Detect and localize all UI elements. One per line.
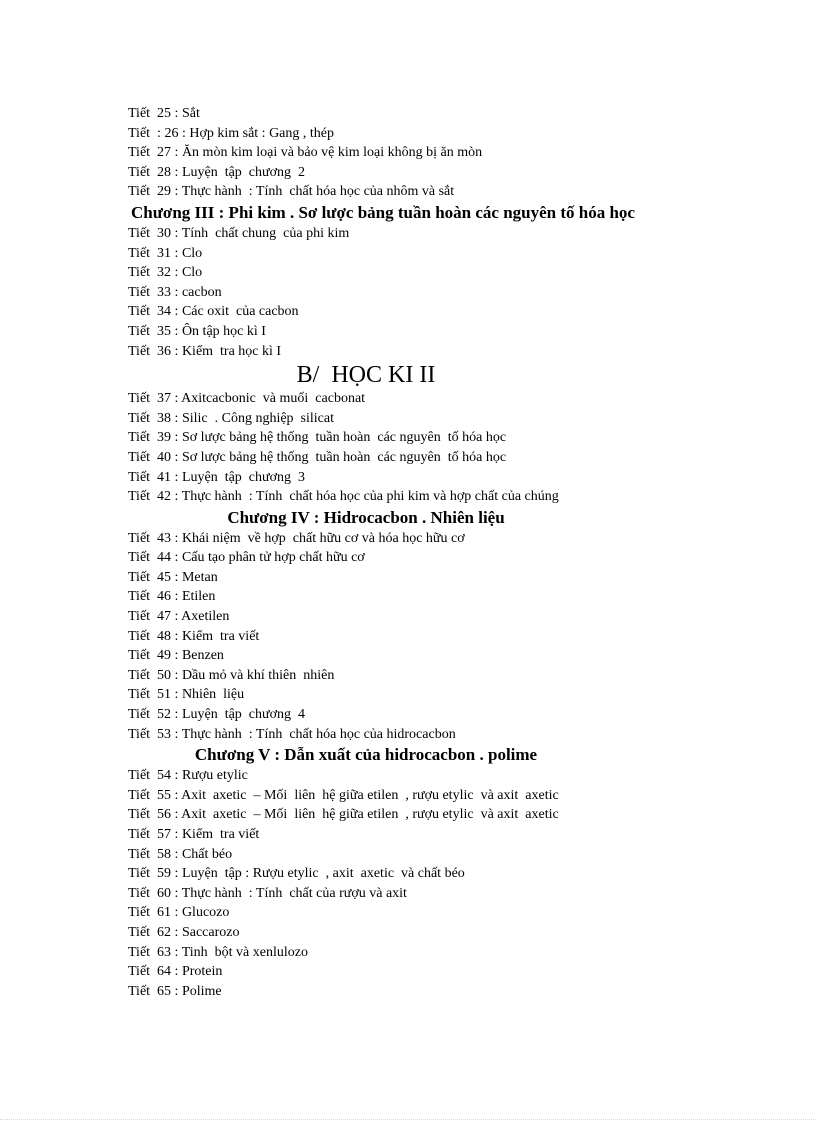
lesson-item: Tiết 64 : Protein: [128, 964, 223, 980]
lesson-item: Tiết 42 : Thực hành : Tính chất hóa học của phi kim và hợp chất của chúng: [128, 489, 559, 505]
lesson-item: Tiết 59 : Luyện tập : Rượu etylic , axit axetic và chất béo: [128, 866, 465, 882]
lesson-item: Tiết 33 : cacbon: [128, 284, 222, 300]
lesson-item: Tiết 47 : Axetilen: [128, 609, 230, 625]
lesson-item: Tiết 27 : Ăn mòn kim loại và bảo vệ kim loại không bị ăn mòn: [128, 145, 483, 161]
lesson-item: Tiết 45 : Metan: [128, 569, 218, 585]
lesson-item: Tiết 39 : Sơ lược bảng hệ thống tuần hoàn các nguyên tố hóa học: [128, 430, 507, 446]
lesson-item: Tiết 40 : Sơ lược bảng hệ thống tuần hoàn các nguyên tố hóa học: [128, 449, 507, 465]
lesson-item: Tiết 29 : Thực hành : Tính chất hóa học của nhôm và sắt: [128, 184, 455, 200]
lesson-item: Tiết 35 : Ôn tập học kì I: [128, 323, 266, 339]
lesson-item: Tiết 50 : Dầu mỏ và khí thiên nhiên: [128, 667, 335, 683]
lesson-item: Tiết 28 : Luyện tập chương 2: [128, 164, 306, 180]
lesson-item: Tiết : 26 : Hợp kim sắt : Gang , thép: [128, 125, 334, 141]
lesson-item: Tiết 63 : Tinh bột và xenlulozo: [128, 944, 308, 960]
page-bottom-divider: [0, 1119, 816, 1121]
lesson-item: Tiết 51 : Nhiên liệu: [128, 687, 245, 703]
lesson-item: Tiết 61 : Glucozo: [128, 905, 230, 921]
lesson-item: Tiết 53 : Thực hành : Tính chất hóa học của hidrocacbon: [128, 726, 456, 742]
lesson-item: Tiết 65 : Polime: [128, 983, 222, 999]
lesson-item: Tiết 62 : Saccarozo: [128, 924, 240, 940]
lesson-item: Tiết 30 : Tính chất chung của phi kim: [128, 225, 350, 241]
lesson-item: Tiết 25 : Sắt: [128, 106, 200, 121]
chapter-heading: Chương III : Phi kim . Sơ lược bảng tuần hoàn các nguyên tố hóa học: [131, 202, 635, 222]
lesson-item: Tiết 31 : Clo: [128, 245, 203, 261]
lesson-item: Tiết 48 : Kiểm tra viết: [128, 628, 260, 644]
lesson-item: Tiết 52 : Luyện tập chương 4: [128, 707, 306, 723]
lesson-item: Tiết 37 : Axitcacbonic và muối cacbonat: [128, 391, 366, 407]
lesson-item: Tiết 58 : Chất béo: [128, 846, 233, 862]
lesson-item: Tiết 56 : Axit axetic – Mối liên hệ giữa etilen , rượu etylic và axit axetic: [128, 807, 559, 823]
chapter-heading: Chương IV : Hidrocacbon . Nhiên liệu: [227, 507, 505, 527]
lesson-item: Tiết 46 : Etilen: [128, 589, 216, 605]
lesson-item: Tiết 54 : Rượu etylic: [128, 768, 248, 784]
lesson-item: Tiết 44 : Cấu tạo phân tử hợp chất hữu cơ: [128, 550, 365, 566]
chapter-heading: Chương V : Dẫn xuất của hidrocacbon . polime: [194, 745, 538, 765]
lesson-item: Tiết 36 : Kiểm tra học kì I: [128, 343, 282, 359]
lesson-item: Tiết 38 : Silic . Công nghiệp silicat: [128, 410, 334, 426]
lesson-item: Tiết 41 : Luyện tập chương 3: [128, 469, 306, 485]
lesson-item: Tiết 43 : Khái niệm về hợp chất hữu cơ và hóa học hữu cơ: [128, 530, 465, 546]
section-title: B/ HỌC KI II: [296, 362, 436, 389]
lesson-item: Tiết 34 : Các oxit của cacbon: [128, 304, 299, 320]
lesson-item: Tiết 49 : Benzen: [128, 648, 224, 664]
lesson-list: [128, 104, 748, 1001]
lesson-item: Tiết 60 : Thực hành : Tính chất của rượu và axit: [128, 885, 407, 901]
lesson-item: Tiết 55 : Axit axetic – Mối liên hệ giữa etilen , rượu etylic và axit axetic: [128, 787, 559, 803]
lesson-item: Tiết 32 : Clo: [128, 265, 203, 281]
lesson-item: Tiết 57 : Kiểm tra viết: [128, 827, 260, 842]
